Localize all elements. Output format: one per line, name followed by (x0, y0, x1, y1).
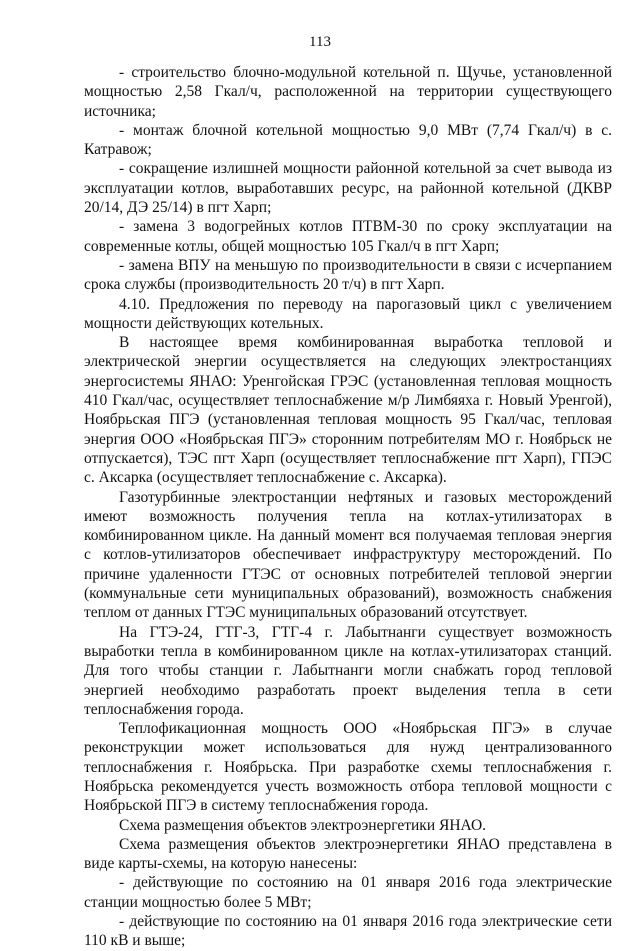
paragraph: - замена 3 водогрейных котлов ПТВМ-30 по сроку эксплуатации на современные котлы, общей мощностью 105 Гкал/ч в пгт Харп; (84, 218, 612, 255)
paragraph: - монтаж блочной котельной мощностью 9,0 МВт (7,74 Гкал/ч) в с. Катравож; (84, 121, 612, 159)
section-heading: 4.10. Предложения по переводу на парогазовый цикл с увеличением мощности действующих котельных. (84, 295, 612, 332)
paragraph: Газотурбинные электростанции нефтяных и газовых месторождений имеют возможность получения тепла на котлах-утилизаторах в комбинированном цикле. На данный момент вся получаемая тепловая энергия с котлов-утилизаторов обеспечивает инфраструктуру месторождений. По причине удаленности ГТЭС от основных потребителей тепловой энергии (коммунальные сети муниципальных образований), возможность снабжения теплом от данных ГТЭС муниципальных образований отсутствует. (84, 488, 612, 622)
body-text (84, 63, 612, 951)
paragraph: - замена ВПУ на меньшую по производительности в связи с исчерпанием срока службы (производительность 20 т/ч) в пгт Харп. (84, 256, 612, 294)
paragraph: Схема размещения объектов электроэнергетики ЯНАО. (119, 816, 487, 834)
paragraph: - действующие по состоянию на 01 января 2016 года электрические сети 110 кВ и выше; (84, 913, 612, 950)
paragraph: В настоящее время комбинированная выработка тепловой и электрической энергии осуществляется на следующих электростанциях энергосистемы ЯНАО: Уренгойская ГРЭС (установленная тепловая мощность 410 Гкал/час, осуществляет теплоснабжение м/р Лимбяяха г. Новый Уренгой), Ноябрьская ПГЭ (установленная тепловая мощность 95 Гкал/час, тепловая энергия ООО «Ноябрьская ПГЭ» сторонним потребителям МО г. Ноябрьск не отпускается), ТЭС пгт Харп (осуществляет теплоснабжение пгт Харп), ГПЭС с. Аксарка (осуществляет теплоснабжение с. Аксарка). (84, 334, 612, 487)
page-number: 113 (309, 34, 331, 50)
paragraph: - сокращение излишней мощности районной котельной за счет вывода из эксплуатации котлов, выработавших ресурс, на районной котельной (ДКВР 20/14, ДЭ 25/14) в пгт Харп; (84, 160, 612, 217)
paragraph: Теплофикационная мощность ООО «Ноябрьская ПГЭ» в случае реконструкции может использоваться для нужд централизованного теплоснабжения г. Ноябрьска. При разработке схемы теплоснабжения г. Ноябрьска рекомендуется учесть возможность отбора тепловой мощности с Ноябрьской ПГЭ в систему теплоснабжения города. (84, 720, 612, 815)
paragraph: На ГТЭ-24, ГТГ-3, ГТГ-4 г. Лабытнанги существует возможность выработки тепла в комбинированном цикле на котлах-утилизаторах станций. Для того чтобы станции г. Лабытнанги могли снабжать город тепловой энергией необходимо разработать проект выделения тепла в сети теплоснабжения города. (84, 623, 612, 718)
paragraph: - строительство блочно-модульной котельной п. Щучье, установленной мощностью 2,58 Гкал/ч, расположенной на территории существующего источника; (84, 64, 612, 120)
paragraph: - действующие по состоянию на 01 января 2016 года электрические станции мощностью более 5 МВт; (84, 874, 612, 911)
paragraph: Схема размещения объектов электроэнергетики ЯНАО представлена в виде карты-схемы, на которую нанесены: (84, 835, 612, 873)
